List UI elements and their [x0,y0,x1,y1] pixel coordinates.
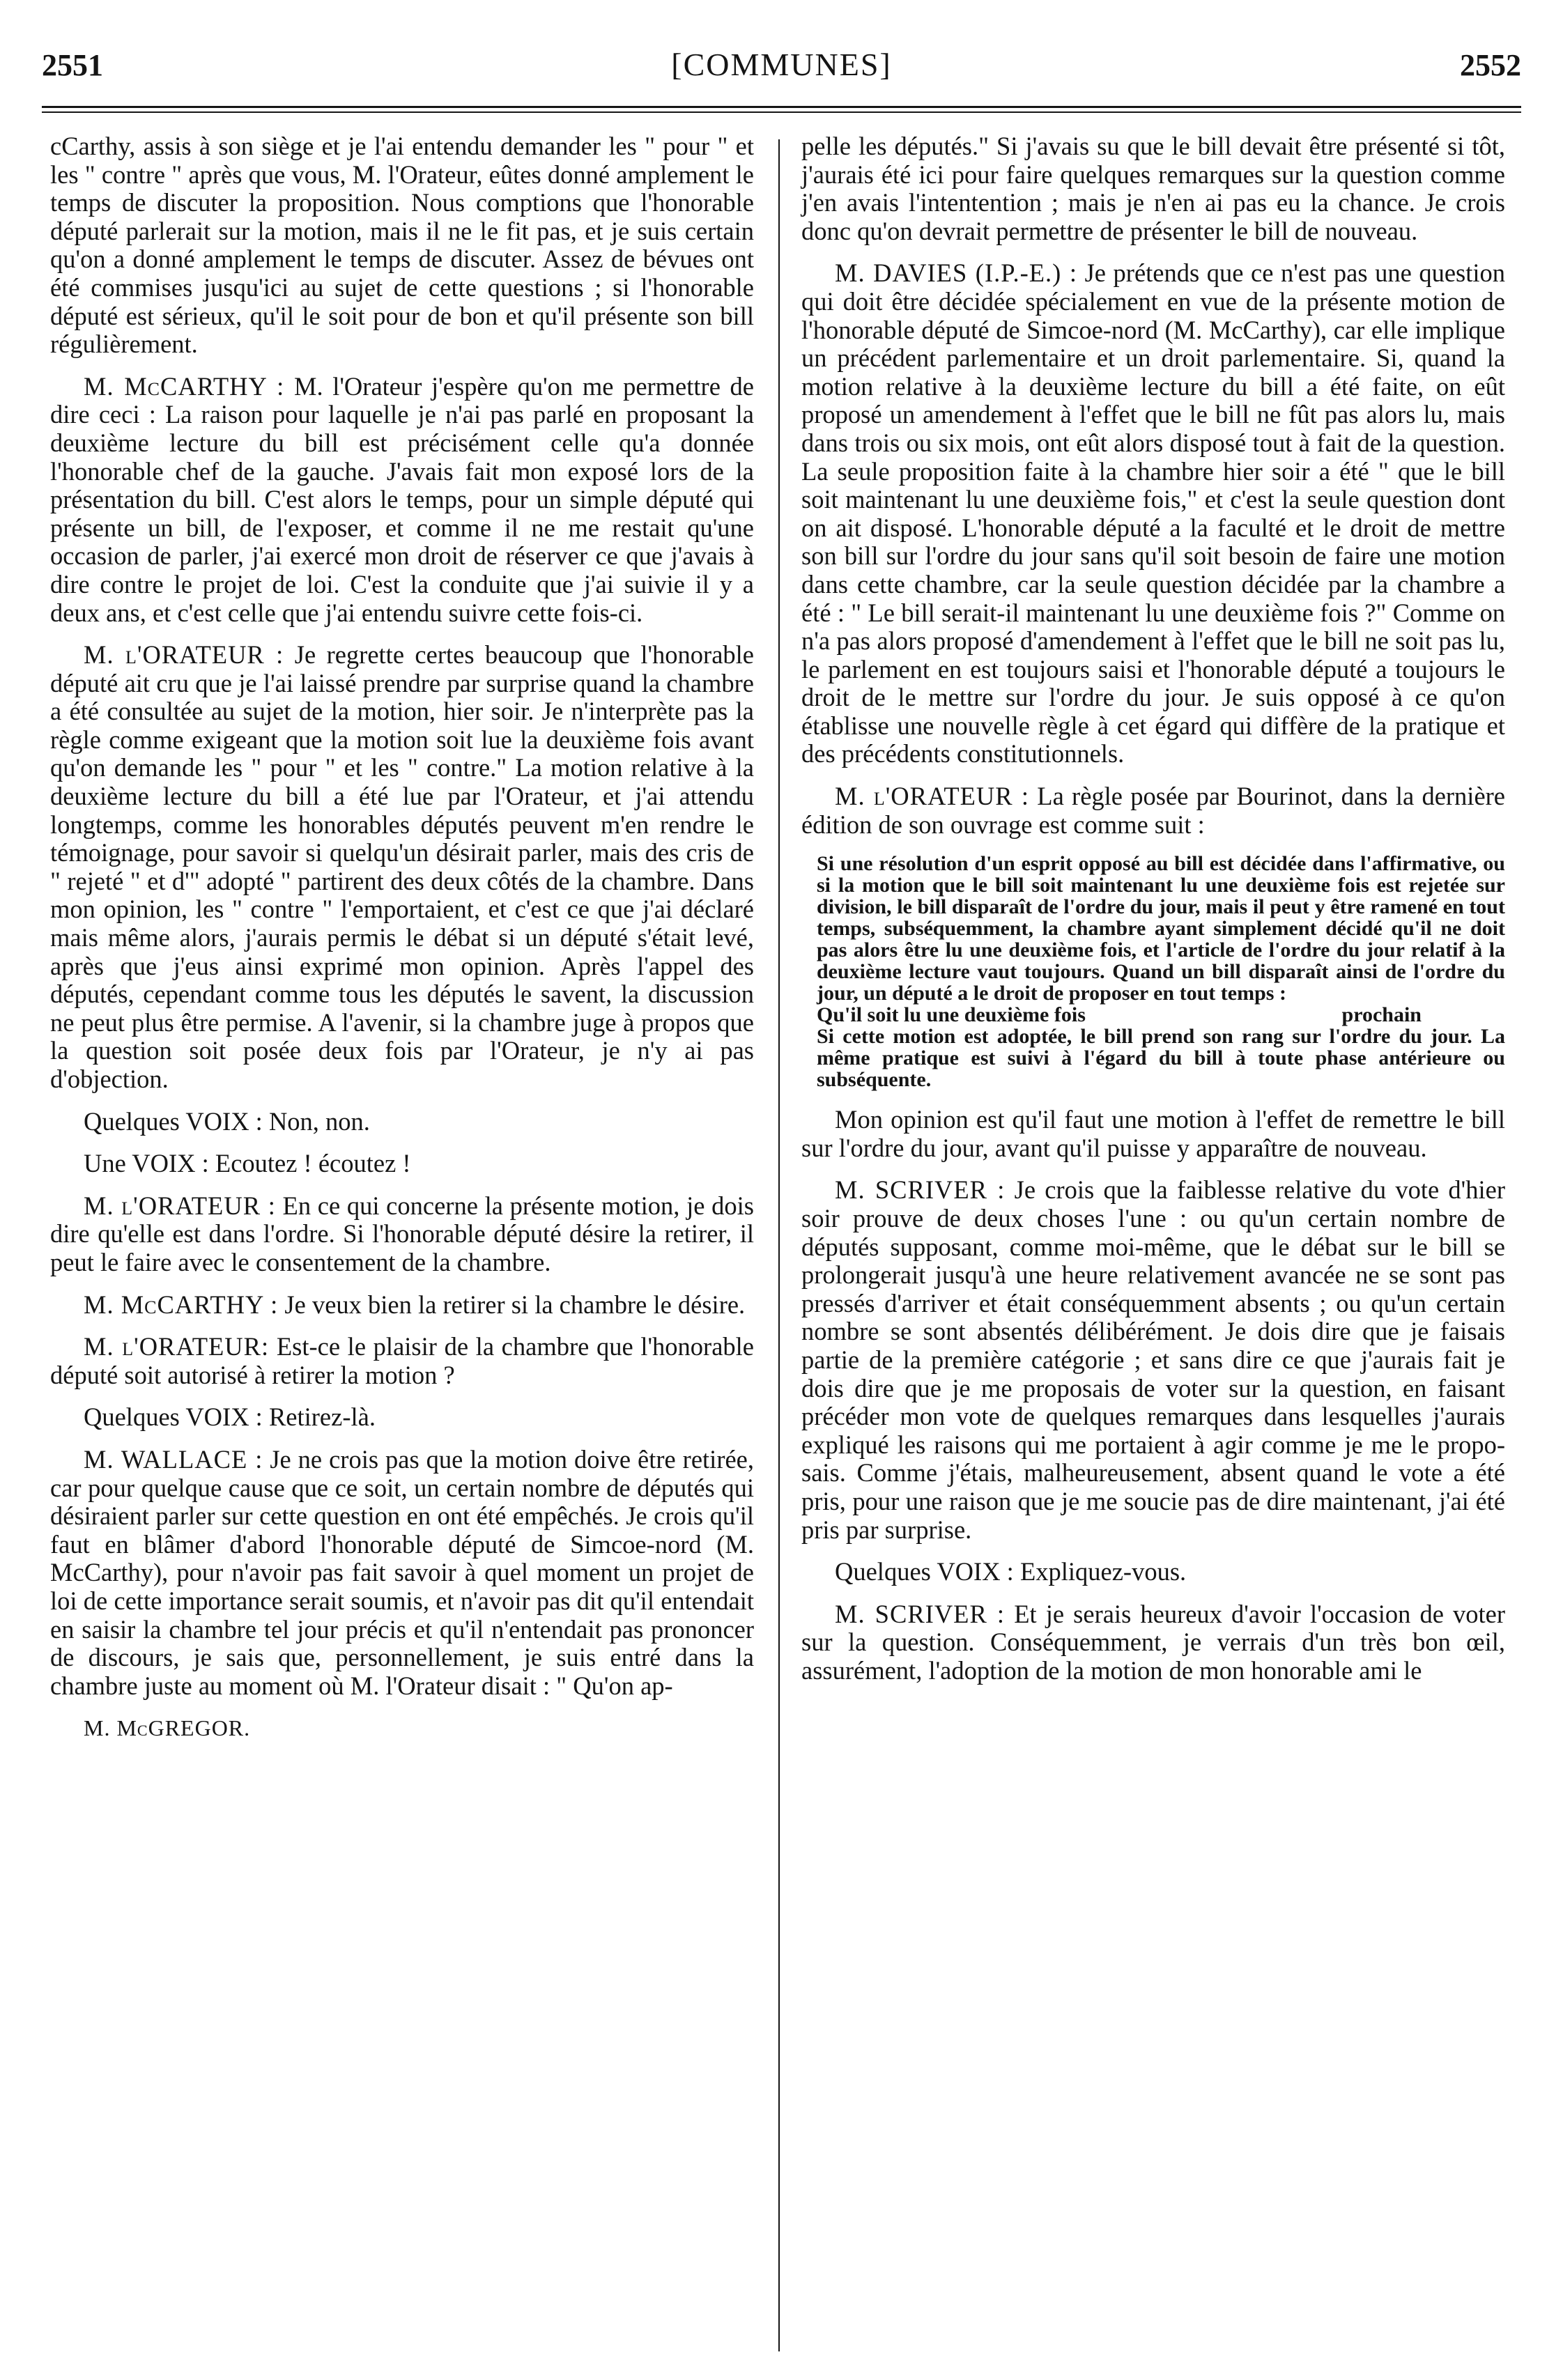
column-divider [778,139,780,2351]
speaker-name: M. SCRIVER : [835,1175,1006,1205]
left-column [50,132,754,1756]
speech-text: M. l'Orateur j'espère qu'on me permettre de dire ceci : La raison pour laquelle je n'ai pas parlé en proposant la deuxième lecture du bill est précisément celle qu'a donnée l'honorable chef de la gauche. J'avais fait mon exposé lors de la présentation du bill. C'est alors le temps, pour un simple député qui présente un bill, de l'exposer, et comme il ne me restait qu'une occasion de parler, j'ai exercé mon droit de réserver ce que j'avais à dire contre le projet de loi. C'est la conduite que j'ai suivie il y a deux ans, et c'est celle que j'ai entendu suivre cette fois-ci. [50,371,754,627]
speaker-name: M. McCARTHY : [84,371,285,401]
speech-text: Est-ce le plaisir de la chambre que l'honorable député soit autorisé à retirer la motion ? [50,1332,755,1389]
right-column [801,132,1505,1699]
page-number-left: 2551 [42,48,103,82]
speaker-name: M. WALLACE : [84,1444,263,1474]
paragraph: Quelques VOIX : Non, non. [84,1106,370,1136]
paragraph: Une VOIX : Ecoutez ! écoutez ! [84,1149,411,1178]
paragraph [801,1176,1505,1544]
quote-text: Si cette motion est adoptée, le bill prend son rang sur l'ordre du jour. La même pratique est suivi à l'égard du bill à toute phase antérieure ou subséquente. [817,1025,1505,1092]
paragraph: Mon opinion est qu'il faut une motion à l'effet de remettre le bill sur l'ordre du jour, avant qu'il puisse y apparaître de nouveau. [801,1105,1505,1162]
paragraph [801,782,1505,839]
speech-text: Je ne crois pas que la motion doive être retirée, car pour quelque cause que ce soit, un certain nombre de députés qui désiraient parler sur cette question en ont été empêchés. Je crois qu'il faut en blâmer d'abord l'honorable député de Simcoe-nord (M. McCarthy), pour n'avoir pas fait savoir à quel moment un projet de loi de cette importance serait soumis, et n'avoir pas dit qu'il entendait en saisir la chambre tel jour précis et qu'il n'entendait pas prononcer de discours, je sais que, personnellement, je suis entré dans la chambre juste au moment où M. l'Orateur disait : " Qu'on ap- [50,1444,755,1700]
paragraph [50,1291,754,1320]
speaker-name: M. l'ORATEUR : [84,1191,276,1220]
quote-motion-blank: prochain [1341,1003,1422,1027]
speech-text: En ce qui concerne la présente motion, je dois dire qu'elle est dans l'ordre. Si l'honorable député désire la retirer, il peut le faire avec le consentement de la chambre. [50,1191,754,1276]
paragraph [50,1333,754,1389]
speaker-name: M. DAVIES (I.P.-E.) : [835,258,1078,288]
footer-signature: M. McGREGOR. [84,1715,251,1741]
quote-text: Si une résolution d'un esprit opposé au bill est décidée dans l'affirmative, ou si la motion que le bill soit maintenant lu une deuxième fois est rejetée sur division, le bill disparaît de l'ordre du jour, mais il peut y être ramené en tout temps, subséquemment, la chambre ayant simplement décidé qu'il ne doit pas alors être lu une deuxième fois, et l'article de l'ordre du jour relatif à la deuxième lecture vaut toujours. Quand un bill disparaît ainsi de l'ordre du jour, un député a le droit de proposer en tout temps : [817,852,1505,1005]
paragraph [50,1192,754,1277]
speech-text: Et je serais heureux d'avoir l'occasion de voter sur la question. Conséquemment, je verrais d'un très bon œil, assurément, l'adoption de la motion de mon honorable ami le [801,1599,1506,1685]
speech-text: Je regrette certes beaucoup que l'honorable député ait cru que je l'ai laissé prendre par surprise quand la chambre a été consultée au sujet de la motion, hier soir. Je n'interprète pas la règle comme exigeant que la motion soit lue la deuxième fois avant qu'on demande les " pour " et les " contre." La motion relative à la deuxième lecture du bill a été lue par l'Orateur, et j'ai attendu longtemps, comme les honorables députés peuvent m'en rendre le témoignage, pour savoir si quelqu'un désirait parler, mais des cris de " rejeté " et d'" adopté " partirent des deux côtés de la chambre. Dans mon opinion, les " contre " l'emportaient, et c'est ce que j'ai déclaré mais même alors, j'aurais permis le débat si un député s'était levé, après que j'eus ainsi exprimé mon opinion. Après l'appel des députés, cependant comme tous les députés le savent, la discussion ne peut plus être permise. A l'avenir, si la chambre juge à propos que la question soit posée deux fois par l'Orateur, je n'y ai pas d'objection. [50,640,754,1093]
speech-text: Je veux bien la retirer si la chambre le désire. [284,1290,746,1319]
page-number-right: 2552 [1460,48,1521,82]
quote-motion-line [817,1004,1505,1026]
header-rule-thin [42,111,1521,113]
paragraph [801,1600,1505,1685]
page-header [42,40,1521,96]
speaker-name: M. SCRIVER : [835,1599,1006,1628]
running-head: [COMMUNES] [671,47,892,82]
paragraph [50,641,754,1094]
speech-text: La règle posée par Bourinot, dans la dernière édition de son ouvrage est comme suit : [801,782,1506,839]
paragraph: Quelques VOIX : Expliquez-vous. [835,1557,1187,1586]
paragraph: Quelques VOIX : Retirez-là. [84,1402,376,1432]
block-quote [817,853,1505,1090]
speaker-name: M. l'ORATEUR: [84,1332,270,1361]
speech-text: Je prétends que ce n'est pas une question qui doit être décidée spécialement en vue de la présente motion de l'honorable député de Simcoe-nord (M. McCarthy), car elle implique un précédent parlementaire et un droit parlementaire. Si, quand la motion relative à la deuxième lecture du bill a été faite, on eût proposé un amendement à l'effet que le bill ne fût pas alors lu, mais dans trois ou six mois, ont eût alors disposé tout à fait de la question. La seule proposition faite à la chambre hier soir a été " que le bill soit maintenant lu une deuxième fois," et c'est la seule question dont on ait disposé. L'honorable député a la faculté et le droit de mettre son bill sur l'ordre du jour sans qu'il soit besoin de faire une motion dans cette chambre, car la seule question décidée par la chambre a été : " Le bill serait-il maintenant lu une deuxième fois ?" Comme on n'a pas alors proposé d'amendement à l'effet que le bill ne soit pas lu, le parlement en est toujours saisi et l'honorable député a toujours le droit de le mettre sur l'ordre du jour. Je suis opposé à ce qu'on établisse une nouvelle règle à cet égard qui diffère de la pratique et des précédents constitutionnels. [801,258,1506,768]
paragraph [50,1446,754,1700]
speech-text: Je crois que la faiblesse relative du vote d'hier soir prouve de deux choses l'une : ou qu'un certain nombre de députés supposant, comme moi-même, que le débat sur le bill se prolongerait jusqu'à une heure relativement avancée ne se sont pas pressés d'arriver et était conséquemment absents ; ou qu'un certain nombre se sont absentés délibérément. Je dois dire que je faisais partie de la première catégorie ; et sans dire ce que j'aurais fait je dois dire que je me proposais de voter sur la question, en faisant précéder mon vote de quelques remarques dans lesquelles j'aurais expliqué les raisons qui me portaient à agir comme je me le propo-sais. Comme j'étais, malheureusement, absent quand le vote a été pris, pour une raison que je me soucie pas de dire maintenant, j'ai été pris par surprise. [801,1175,1505,1544]
speaker-name: M. l'ORATEUR : [84,640,284,670]
paragraph [50,373,754,627]
header-rule [42,106,1521,108]
paragraph [801,259,1505,768]
paragraph: pelle les députés." Si j'avais su que le bill devait être présenté si tôt, j'aurais été ici pour faire quelques remarques sur la question comme j'en avais l'intentention ; mais je n'en ai pas eu la chance. Je crois donc qu'on devrait permettre de présenter le bill de nouveau. [801,132,1505,245]
speaker-name: M. McCARTHY : [84,1290,279,1319]
paragraph: cCarthy, assis à son siège et je l'ai entendu demander les " pour " et les " contre " après que vous, M. l'Orateur, eûtes donné amplement le temps de discuter la proposition. Nous comptions que l'honorable député parlerait sur la motion, mais il ne le fit pas, et je suis certain qu'on a donné amplement le temps de discuter. Assez de bévues ont été commises jusqu'ici au sujet de cette questions ; si l'honorable député est sérieux, qu'il le soit pour de bon et qu'il présente son bill régulièrement. [50,132,754,359]
quote-motion-text: Qu'il soit lu une deuxième fois [817,1003,1086,1027]
speaker-name: M. l'ORATEUR : [835,782,1030,811]
